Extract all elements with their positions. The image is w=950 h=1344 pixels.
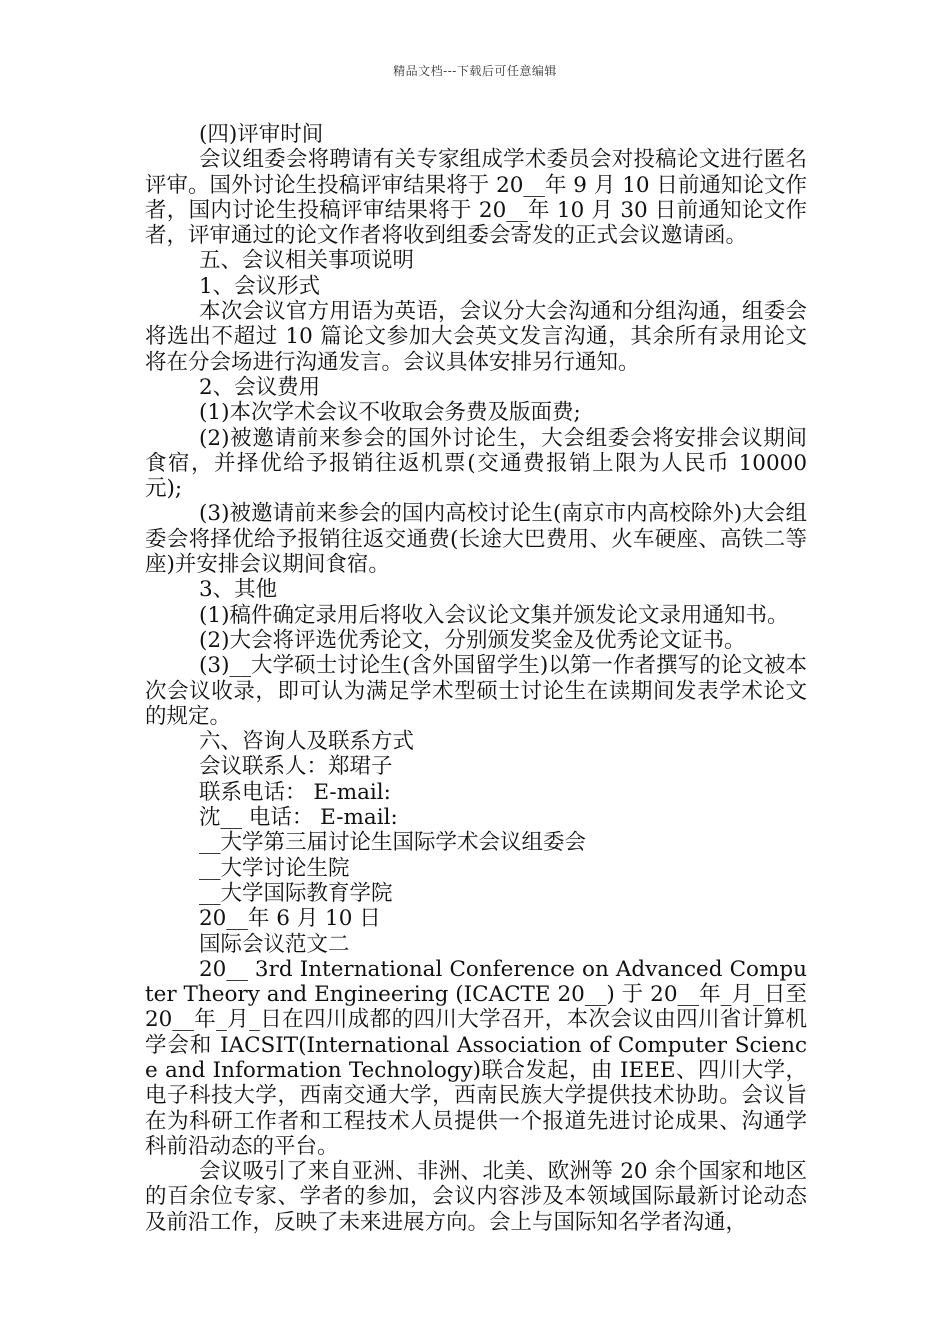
contact-phone-email: 联系电话： E-mail: [199, 779, 391, 805]
subheading-format: 1、会议形式 [199, 273, 321, 299]
list-item-other-1: (1)稿件确定录用后将收入会议论文集并颁发论文录用通知书。 [199, 602, 789, 628]
contact-shen: 沈__ 电话： E-mail: [199, 805, 398, 831]
paragraph-review-process: 会议组委会将聘请有关专家组成学术委员会对投稿论文进行匿名评审。国外讨论生投稿评审结果将于 20__年 9 月 10 日前通知论文作者，国内讨论生投稿评审结果将于 20__年 10 月 30 日前通知论文作者，评审通过的论文作者将收到组委会寄发的正式会议邀请函。 [145, 147, 807, 249]
section-heading-sample-two: 国际会议范文二 [199, 931, 350, 957]
list-item-fees-1: (1)本次学术会议不收取会务费及版面费; [199, 400, 581, 426]
organizer-committee: __大学第三届讨论生国际学术会议组委会 [199, 830, 587, 856]
section-heading-contact: 六、咨询人及联系方式 [199, 729, 415, 755]
document-body [145, 122, 807, 1235]
list-item-fees-3: (3)被邀请前来参会的国内高校讨论生(南京市内高校除外)大会组委会将择优给予报销往返交通费(长途大巴费用、火车硬座、高铁二等座)并安排会议期间食宿。 [145, 501, 807, 578]
paragraph-conference-intro: 20__ 3rd International Conference on Advanced Computer Theory and Engineering (ICACTE 20__) 于 20__年_月_日至 20__年_月_日在四川成都的四川大学召开，本次会议由四川省计算机学会和 IACSIT(International Association of Computer Science and Information Technology)联合发起，由 IEEE、四川大学，电子科技大学，西南交通大学，西南民族大学提供技术协助。会议旨在为科研工作者和工程技术人员提供一个报道先进讨论成果、沟通学科前沿动态的平台。 [145, 956, 807, 1159]
subheading-other: 3、其他 [199, 577, 278, 603]
document-date: 20__年 6 月 10 日 [199, 906, 381, 932]
list-item-other-2: (2)大会将评选优秀论文，分别颁发奖金及优秀论文证书。 [199, 627, 746, 653]
list-item-fees-2: (2)被邀请前来参会的国外讨论生，大会组委会将安排会议期间食宿，并择优给予报销往返机票(交通费报销上限为人民币 10000 元); [145, 425, 807, 502]
subheading-fees: 2、会议费用 [199, 374, 321, 400]
organizer-intl-school: __大学国际教育学院 [199, 880, 393, 906]
section-heading-review-time: (四)评审时间 [199, 122, 324, 147]
paragraph-conference-attendance: 会议吸引了来自亚洲、非洲、北美、欧洲等 20 余个国家和地区的百余位专家、学者的参加，会议内容涉及本领域国际最新讨论动态及前沿工作，反映了未来进展方向。会上与国际知名学者沟通， [145, 1159, 807, 1235]
organizer-graduate-school: __大学讨论生院 [199, 855, 350, 881]
paragraph-format: 本次会议官方用语为英语，会议分大会沟通和分组沟通，组委会将选出不超过 10 篇论文参加大会英文发言沟通，其余所有录用论文将在分会场进行沟通发言。会议具体安排另行通知。 [145, 299, 807, 375]
list-item-other-3: (3)__大学硕士讨论生(含外国留学生)以第一作者撰写的论文被本次会议收录，即可认为满足学术型硕士讨论生在读期间发表学术论文的规定。 [145, 653, 807, 729]
page-header: 精品文档---下载后可任意编辑 [393, 64, 557, 78]
section-heading-notes: 五、会议相关事项说明 [199, 248, 415, 274]
contact-person: 会议联系人：郑珺子 [199, 754, 393, 780]
